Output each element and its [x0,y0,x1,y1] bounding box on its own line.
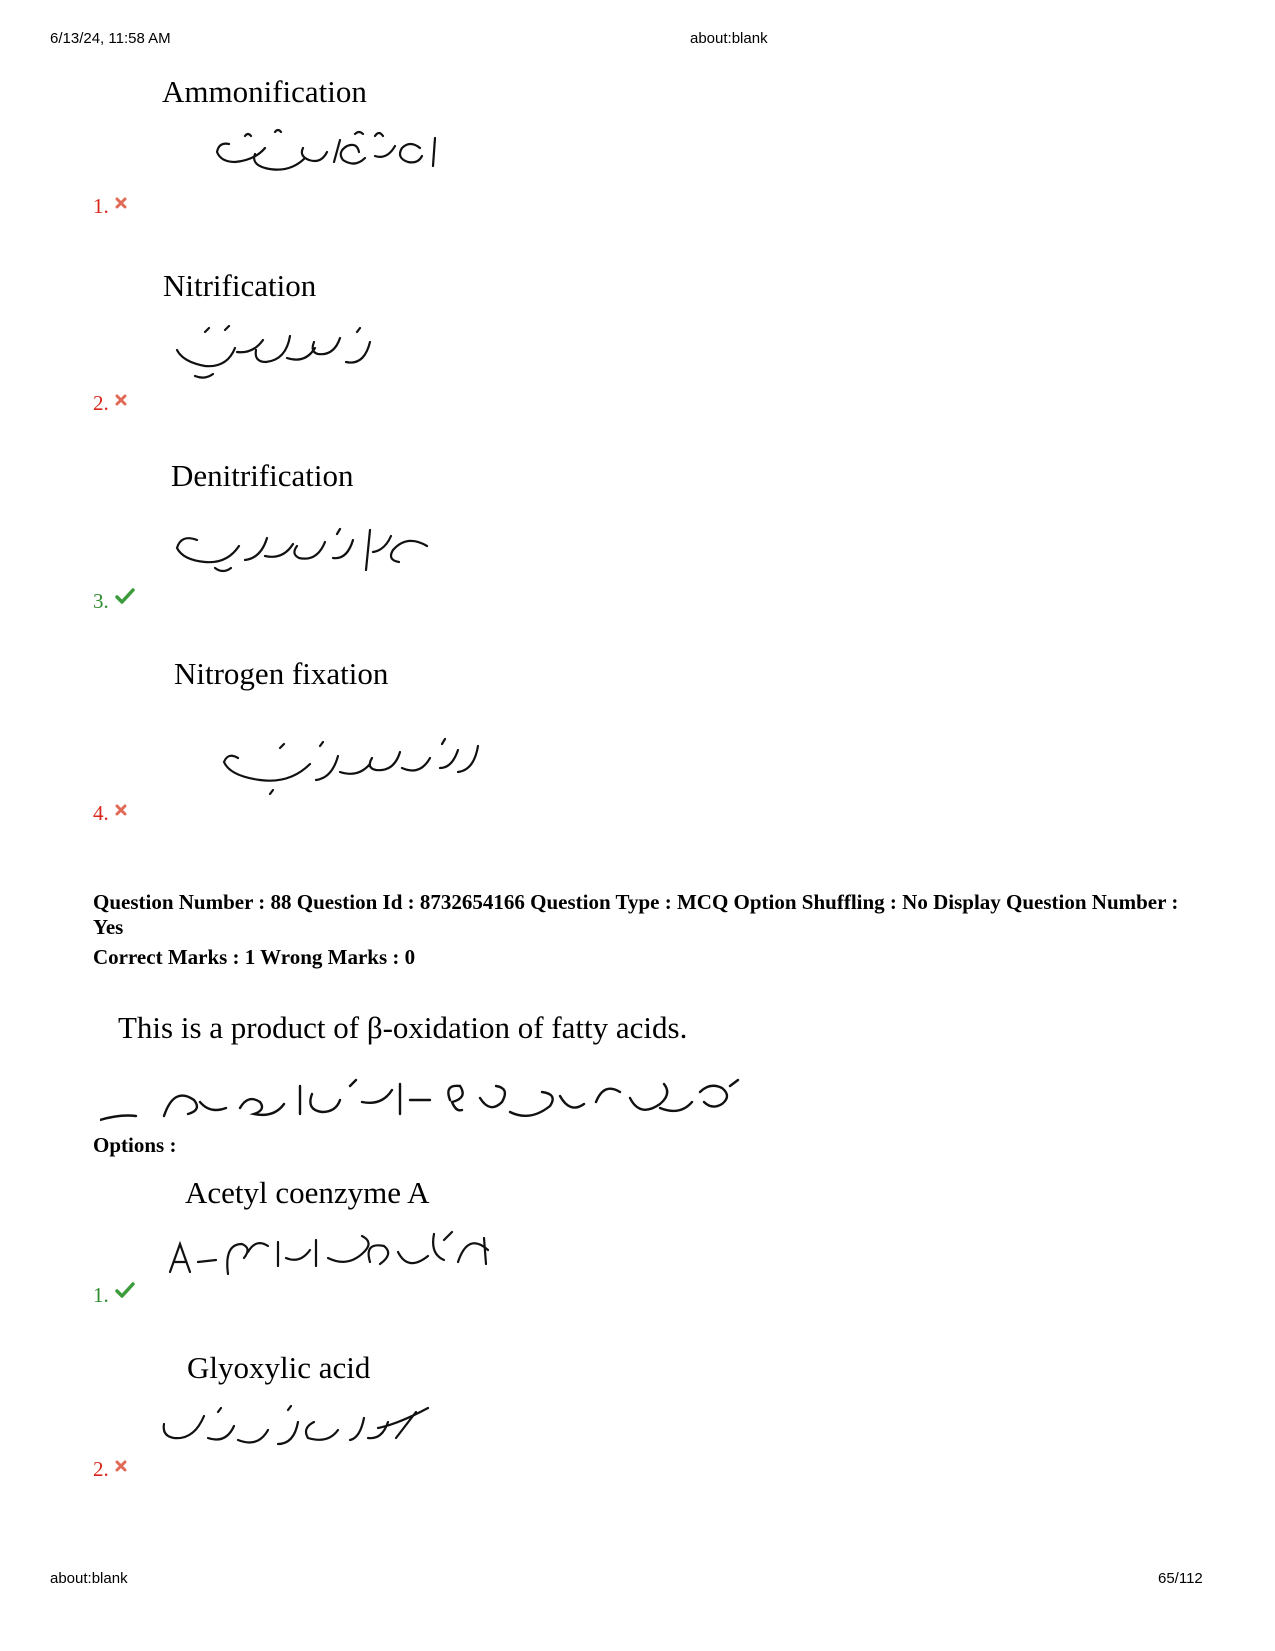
cross-icon [115,1453,127,1478]
cross-icon [115,797,127,822]
prev-option-4-urdu-handwriting [210,736,485,806]
check-icon [115,585,135,610]
option-1-text: Acetyl coenzyme A [185,1175,430,1210]
prev-option-1-number [93,190,127,219]
options-label: Options : [93,1133,177,1157]
cross-icon [115,387,127,412]
prev-option-3-urdu-handwriting [165,520,435,590]
prev-option-1-text: Ammonification [162,74,367,109]
option-1-number-text: 1. [93,1283,109,1307]
prev-option-3-number-text: 3. [93,589,109,613]
footer-url: about:blank [50,1570,128,1587]
prev-option-2-number-text: 2. [93,391,109,415]
prev-option-4-text: Nitrogen fixation [174,656,389,691]
prev-option-3-number [93,585,135,614]
question-stem-text: This is a product of β-oxidation of fatty acids. [118,1010,688,1045]
option-2-text: Glyoxylic acid [187,1350,371,1385]
option-2-number [93,1453,127,1482]
prev-option-4-number [93,797,127,826]
prev-option-2-text: Nitrification [163,268,317,303]
option-1-urdu-handwriting [168,1222,498,1292]
check-icon [115,1279,135,1304]
prev-option-2-urdu-handwriting [165,318,385,390]
prev-option-2-number [93,387,127,416]
prev-option-3-text: Denitrification [171,458,354,493]
prev-option-1-urdu-handwriting [205,118,445,188]
print-url: about:blank [690,30,768,47]
option-1-number [93,1279,135,1308]
page-number: 65/112 [1158,1570,1203,1587]
option-2-urdu-handwriting [158,1400,448,1470]
question-marks: Correct Marks : 1 Wrong Marks : 0 [93,945,416,969]
print-datetime: 6/13/24, 11:58 AM [50,30,171,47]
cross-icon [115,190,127,215]
prev-option-4-number-text: 4. [93,801,109,825]
prev-option-1-number-text: 1. [93,194,109,218]
question-meta: Question Number : 88 Question Id : 8732654166 Question Type : MCQ Option Shuffling : No Display Question Number : Yes [93,890,1179,939]
question-stem-urdu-handwriting [100,1072,760,1142]
option-2-number-text: 2. [93,1457,109,1481]
